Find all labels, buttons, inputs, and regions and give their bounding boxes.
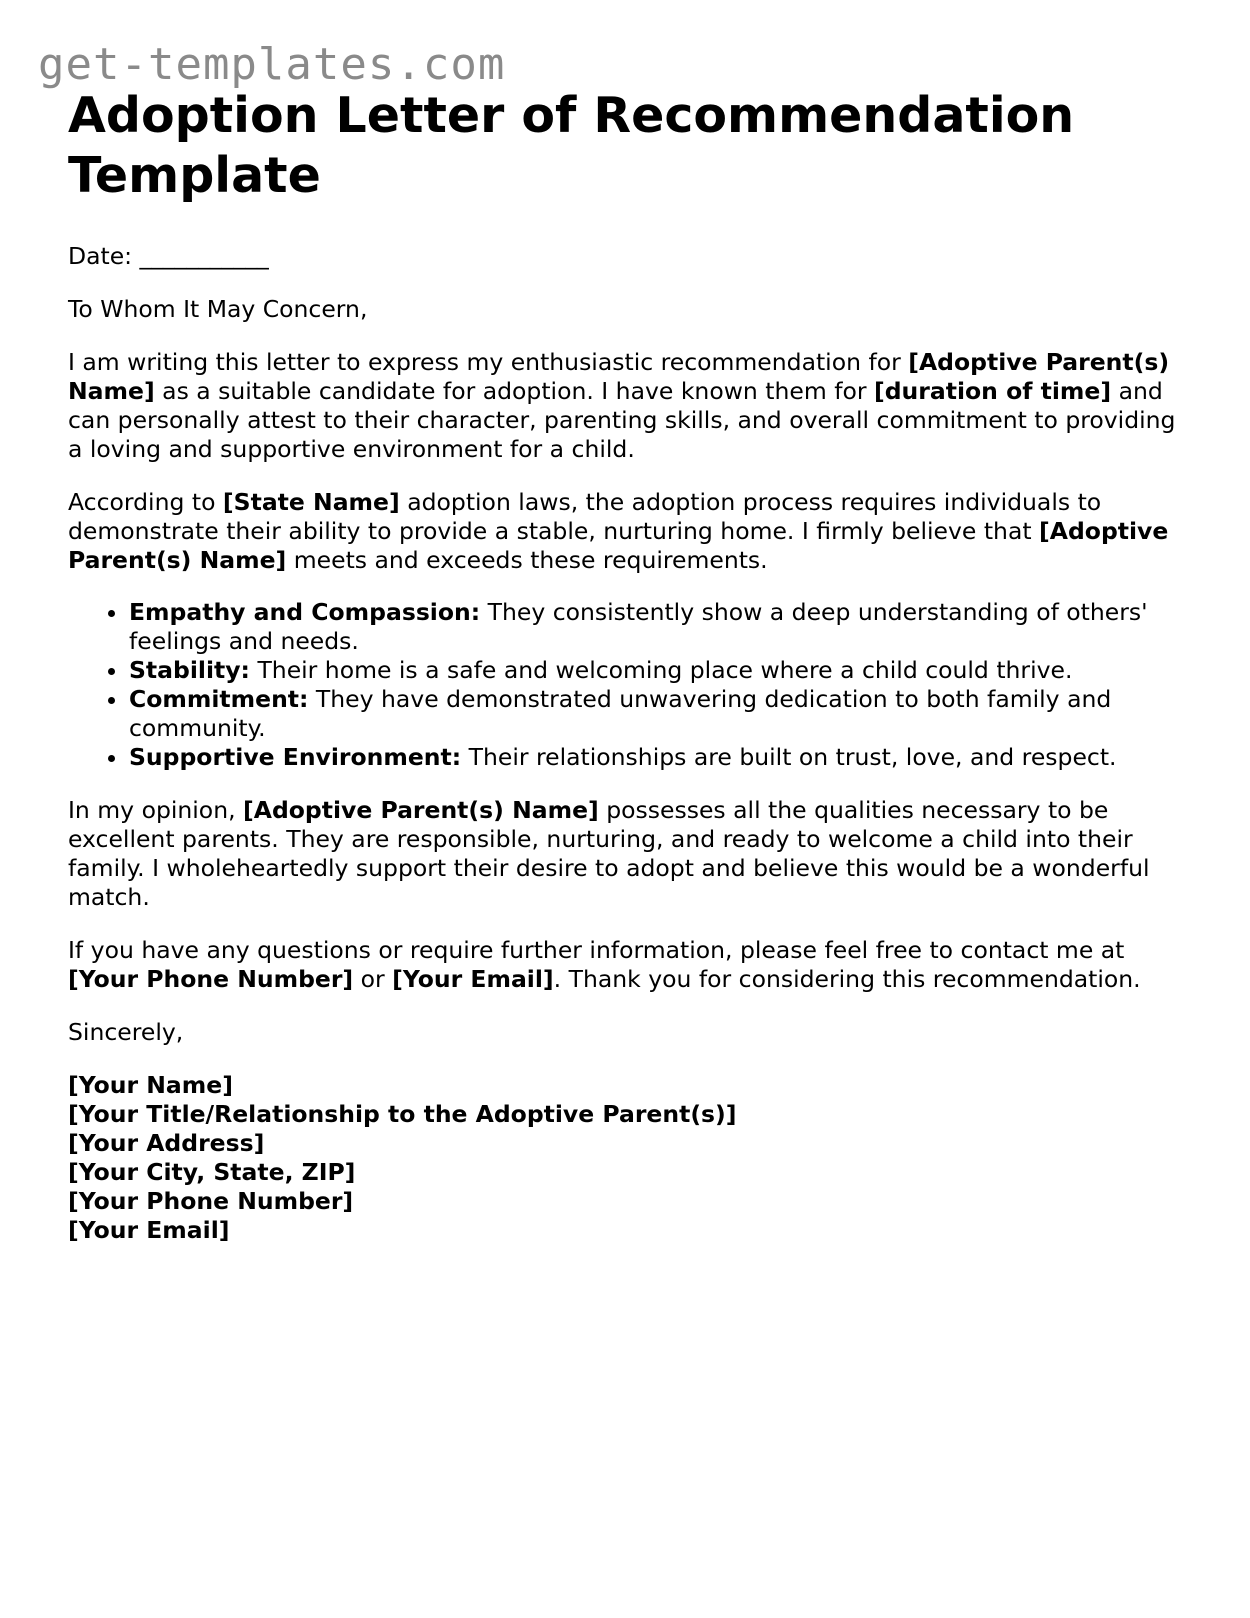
signature-line: [Your Email] (68, 1216, 230, 1244)
text: I am writing this letter to express my enthusiastic recommendation for (68, 348, 909, 376)
list-item (129, 743, 1188, 772)
salutation: To Whom It May Concern, (68, 295, 368, 323)
quality-label: Commitment: (129, 685, 309, 713)
text: and can personally attest to their character, parenting skills, and overall commitment to providing a loving and supportive environment for a child. (68, 377, 1176, 463)
qualities-list (68, 598, 1188, 772)
text: adoption laws, the adoption process requires individuals to demonstrate their ability to provide a stable, nurturing home. I firmly believe that (68, 488, 1102, 545)
text: or (353, 965, 393, 993)
quality-label: Empathy and Compassion: (129, 598, 481, 626)
quality-text: Their home is a safe and welcoming place where a child could thrive. (249, 656, 1073, 684)
signature-line: [Your Address] (68, 1129, 265, 1157)
date-line: Date: ___________ (68, 242, 269, 270)
text: According to (68, 488, 223, 516)
text: possesses all the qualities necessary to be excellent parents. They are responsible, nurturing, and ready to welcome a child into their family. I wholeheartedly support their desire to adopt and believe this would be a wonderful match. (68, 796, 1150, 911)
paragraph-opinion (68, 796, 1188, 912)
text: meets and exceeds these requirements. (286, 546, 768, 574)
placeholder-email: [Your Email] (392, 965, 554, 993)
signature-line: [Your Name] (68, 1071, 233, 1099)
placeholder-parent-name: [Adoptive Parent(s) Name] (243, 796, 599, 824)
placeholder-parent-name: [Adoptive Parent(s) Name] (68, 348, 1170, 405)
quality-text: Their relationships are built on trust, love, and respect. (461, 743, 1117, 771)
placeholder-state-name: [State Name] (222, 488, 400, 516)
page-title: Adoption Letter of Recommendation Template (68, 87, 1075, 204)
signature-line: [Your City, State, ZIP] (68, 1158, 356, 1186)
signature-line: [Your Phone Number] (68, 1187, 354, 1215)
paragraph-state-law (68, 488, 1188, 575)
placeholder-parent-name: [Adoptive Parent(s) Name] (68, 517, 1169, 574)
placeholder-phone: [Your Phone Number] (68, 965, 354, 993)
paragraph-contact (68, 936, 1188, 994)
text: . Thank you for considering this recommendation. (553, 965, 1141, 993)
closing: Sincerely, (68, 1018, 184, 1046)
text: as a suitable candidate for adoption. I have known them for (154, 377, 874, 405)
list-item (129, 656, 1188, 685)
list-item (129, 598, 1188, 656)
quality-label: Supportive Environment: (129, 743, 462, 771)
list-item (129, 685, 1188, 743)
letter-page (68, 86, 1188, 1245)
signature-line: [Your Title/Relationship to the Adoptive Parent(s)] (68, 1100, 737, 1128)
quality-label: Stability: (129, 656, 250, 684)
quality-text: They have demonstrated unwavering dedication to both family and community. (129, 685, 1112, 742)
text: In my opinion, (68, 796, 244, 824)
watermark: get-templates.com (38, 39, 506, 90)
paragraph-introduction (68, 348, 1188, 464)
text: If you have any questions or require further information, please feel free to contact me at (68, 936, 1125, 964)
placeholder-duration: [duration of time] (874, 377, 1112, 405)
signature-block (68, 1071, 1188, 1245)
quality-text: They consistently show a deep understanding of others' feelings and needs. (129, 598, 1148, 655)
